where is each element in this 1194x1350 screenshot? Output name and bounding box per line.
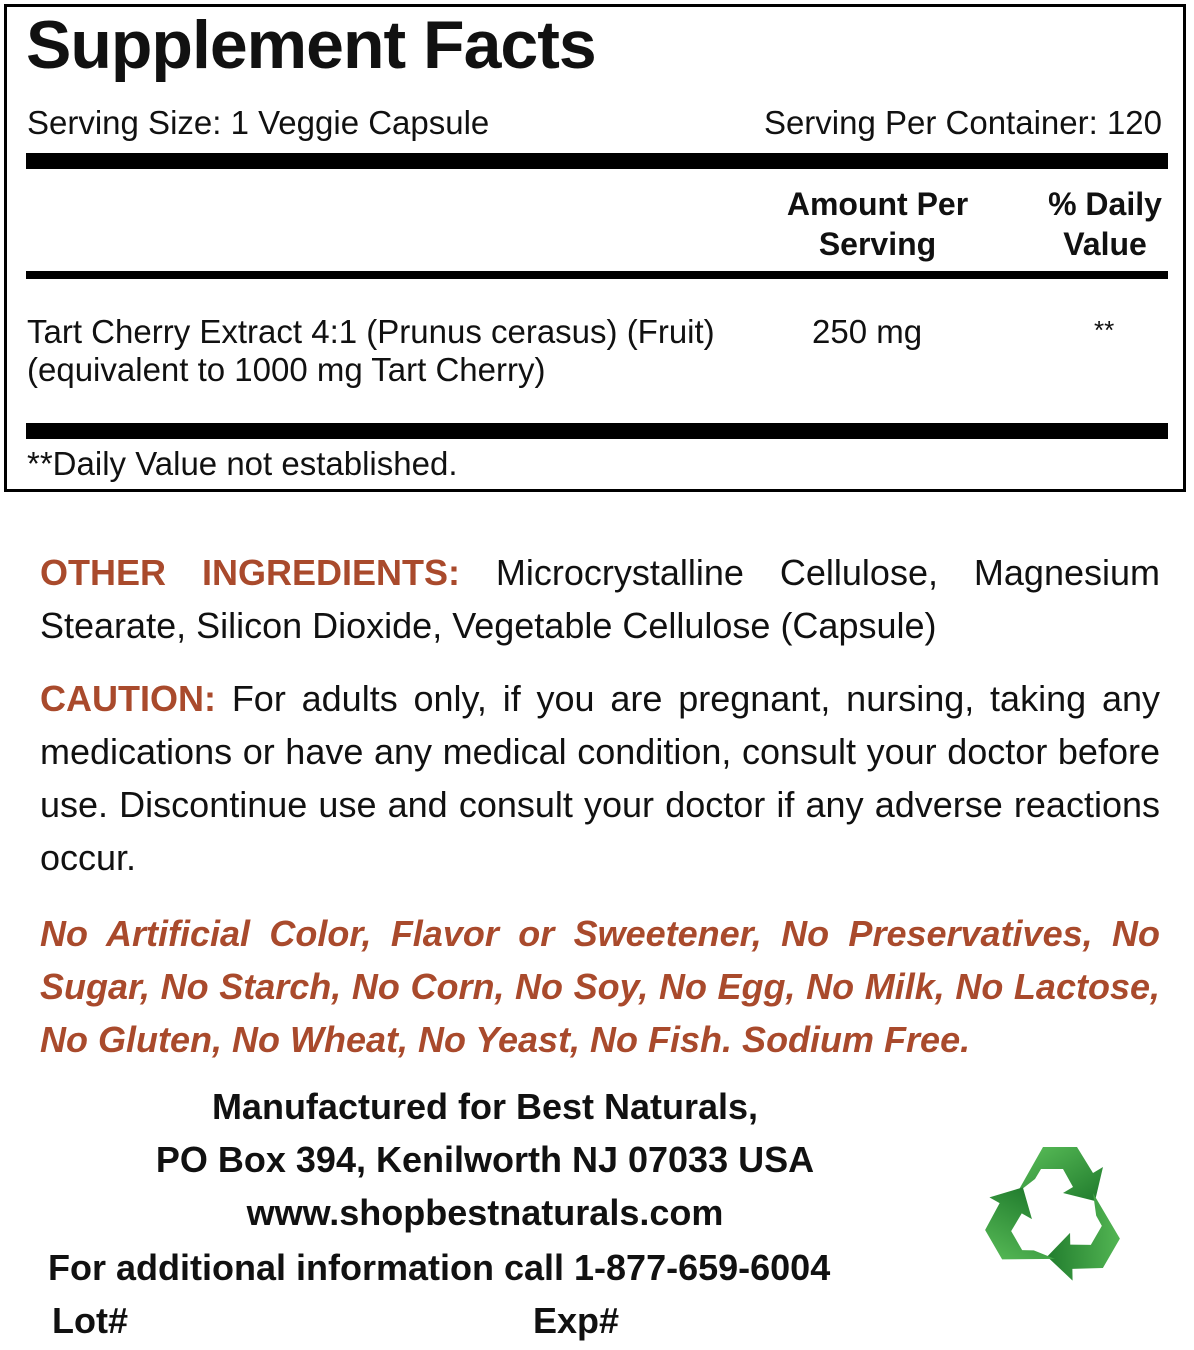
other-ingredients-text: Microcrystalline Cellulose, Magnesium Stearate, Silicon Dioxide, Vegetable Cellulose (Capsule) — [40, 552, 1160, 646]
lot-number: Lot# — [52, 1300, 128, 1341]
ingredient-dv: ** — [1094, 315, 1115, 345]
panel-title: Supplement Facts — [26, 7, 596, 83]
caution-label: CAUTION: — [40, 678, 216, 719]
daily-value-header: % Daily Value — [1048, 186, 1162, 262]
free-from-statement: No Artificial Color, Flavor or Sweetener, No Preservatives, No Sugar, No Starch, No Corn, No Soy, No Egg, No Milk, No Lactose, No Gluten, No Wheat, No Yeast, No Fish. Sodium Free. — [40, 913, 1160, 1060]
ingredient-equivalent: (equivalent to 1000 mg Tart Cherry) — [27, 351, 546, 388]
other-ingredients — [40, 546, 1160, 652]
thick-divider — [26, 153, 1168, 169]
amount-per-serving-header: Amount Per Serving — [786, 186, 969, 262]
recycle-icon — [970, 1130, 1140, 1300]
caution-text: For adults only, if you are pregnant, nursing, taking any medications or have any medical condition, consult your doctor before use. Discontinue use and consult your doctor if any adverse reactions occur. — [40, 678, 1160, 878]
manufacturer-address: PO Box 394, Kenilworth NJ 07033 USA — [155, 1139, 815, 1180]
footnote: **Daily Value not established. — [27, 445, 458, 482]
manufacturer-line1: Manufactured for Best Naturals, — [211, 1086, 759, 1127]
divider — [26, 271, 1168, 279]
serving-size: Serving Size: 1 Veggie Capsule — [27, 104, 490, 141]
manufacturer-phone: For additional information call 1-877-659-6004 — [48, 1247, 831, 1288]
other-ingredients-label: OTHER INGREDIENTS: — [40, 552, 460, 593]
manufacturer-website: www.shopbestnaturals.com — [246, 1192, 724, 1233]
ingredient-amount: 250 mg — [812, 313, 923, 350]
caution — [40, 672, 1160, 884]
servings-per-container: Serving Per Container: 120 — [763, 104, 1162, 141]
thick-divider — [26, 423, 1168, 439]
expiry: Exp# — [533, 1300, 620, 1341]
ingredient-name: Tart Cherry Extract 4:1 (Prunus cerasus) (Fruit) — [27, 313, 715, 350]
